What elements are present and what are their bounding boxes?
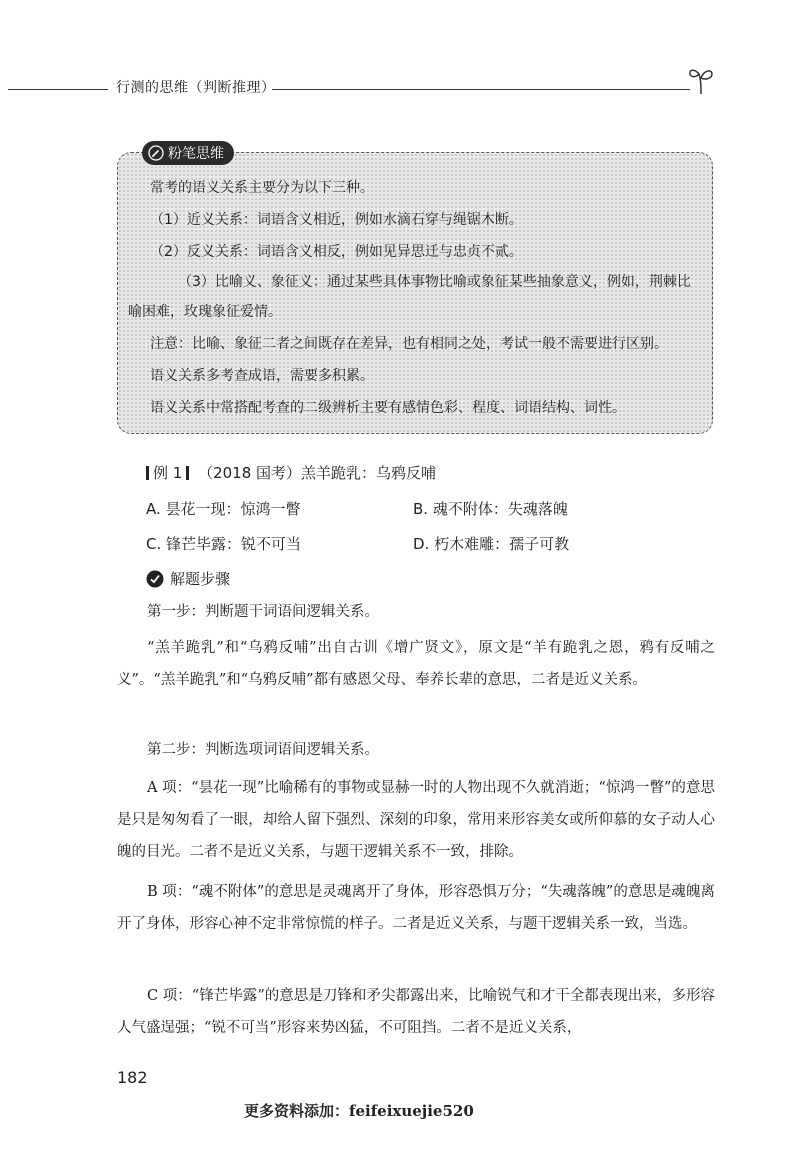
header-rule-right (272, 89, 690, 90)
option-d: D. 朽木难雕：孺子可教 (413, 535, 570, 553)
check-icon (146, 570, 164, 588)
solution-heading-text: 解题步骤 (170, 570, 231, 588)
tip-line: （3）比喻义、象征义：通过某些具体事物比喻或象征某些抽象意义，例如，荆棘比喻困难，玫瑰象征爱情。 (128, 274, 691, 320)
solution-paragraph: “羔羊跪乳”和“乌鸦反哺”出自古训《增广贤文》，原文是“羊有跪乳之恩，鸦有反哺之义”。“羔羊跪乳”和“乌鸦反哺”都有感恩父母、奉养长辈的意思，二者是近义关系。 (117, 640, 715, 688)
example-question: （2018 国考）羔羊跪乳：乌鸦反哺 (198, 464, 437, 482)
tip-box (117, 146, 713, 434)
solution-heading (146, 568, 230, 589)
solution-paragraph: C 项：“锋芒毕露”的意思是刀锋和矛尖都露出来，比喻锐气和才干全都表现出来，多形容人气盛逞强；“锐不可当”形容来势凶猛，不可阻挡。二者不是近义关系， (117, 988, 715, 1036)
example-label: 例 1 (153, 464, 183, 482)
tip-line: 语义关系中常搭配考查的二级辨析主要有感情色彩、程度、词语结构、词性。 (150, 400, 626, 416)
footer-note: 更多资料添加：feifeixuejie520 (244, 1102, 474, 1120)
sprout-icon (688, 66, 714, 96)
tip-line: 注意：比喻、象征二者之间既存在差异，也有相同之处，考试一般不需要进行区别。 (150, 336, 668, 352)
tip-line: （1）近义关系：词语含义相近，例如水滴石穿与绳锯木断。 (150, 212, 523, 228)
example-marker (146, 466, 149, 480)
header-title: 行测的思维（判断推理） (116, 80, 276, 96)
tip-line: 常考的语义关系主要分为以下三种。 (150, 180, 374, 196)
solution-paragraph: A 项：“昙花一现”比喻稀有的事物或显赫一时的人物出现不久就消逝；“惊鸿一瞥”的意思是只是匆匆看了一眼，却给人留下强烈、深刻的印象，常用来形容美女或所仰慕的女子动人心魄的目光。二者不是近义关系，与题干逻辑关系不一致，排除。 (117, 780, 715, 860)
tip-label-text: 粉笔思维 (168, 146, 224, 162)
page-number: 182 (117, 1068, 148, 1087)
solution-paragraph: 第一步：判断题干词语间逻辑关系。 (147, 604, 379, 620)
solution-paragraph: B 项：“魂不附体”的意思是灵魂离开了身体，形容恐惧万分；“失魂落魄”的意思是魂魄离开了身体，形容心神不定非常惊慌的样子。二者是近义关系，与题干逻辑关系一致，当选。 (117, 884, 715, 932)
running-header (0, 62, 800, 102)
option-b: B. 魂不附体：失魂落魄 (413, 500, 568, 518)
pencil-icon (148, 145, 164, 161)
tip-line: 语义关系多考查成语，需要多积累。 (150, 368, 374, 384)
header-rule-left (8, 89, 108, 90)
option-a: A. 昙花一现：惊鸿一瞥 (146, 500, 301, 518)
example-marker (186, 466, 189, 480)
tip-line: （2）反义关系：词语含义相反，例如见异思迁与忠贞不贰。 (150, 244, 523, 260)
option-c: C. 锋芒毕露：锐不可当 (146, 535, 302, 553)
solution-paragraph: 第二步：判断选项词语间逻辑关系。 (147, 742, 379, 758)
example-stem (142, 462, 436, 483)
tip-label (142, 141, 234, 165)
